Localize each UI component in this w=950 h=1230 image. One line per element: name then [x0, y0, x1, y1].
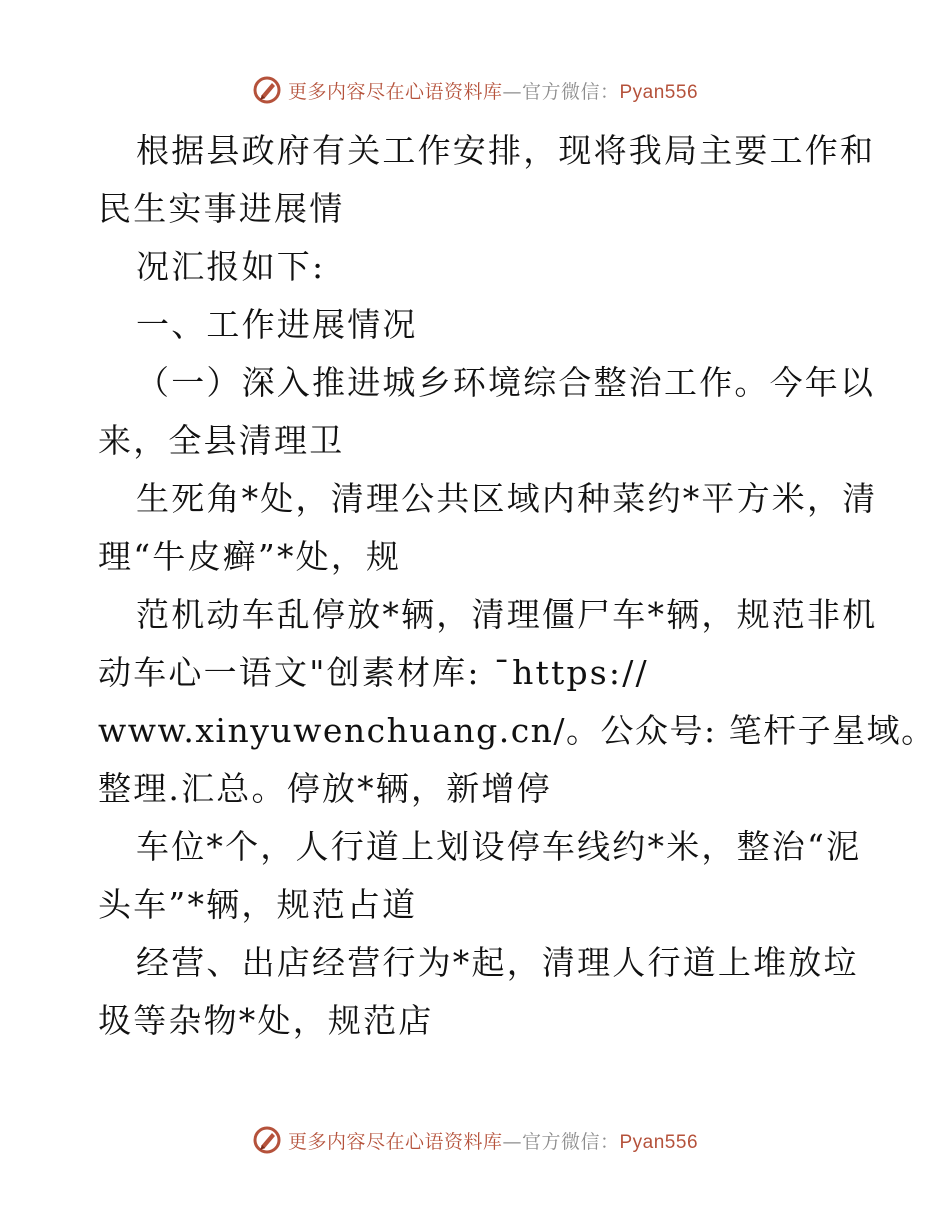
body-line: 动车心一语文"创素材库: ¯https:// — [98, 653, 649, 692]
body-line: 经营、出店经营行为*起，清理人行道上堆放垃 — [136, 943, 859, 982]
body-line: 头车”*辆，规范占道 — [98, 885, 418, 924]
body-line: 生死角*处，清理公共区域内种菜约*平方米，清 — [136, 479, 878, 518]
body-line: 民生实事进展情 — [98, 189, 345, 228]
subsection-heading: （一）深入推进城乡环境综合整治工作。今年以 — [136, 363, 876, 402]
footer-separator: — — [502, 1130, 522, 1153]
footer-watermark-text: 更多内容尽在心语资料库 — [287, 1130, 503, 1153]
header-watermark — [0, 70, 950, 110]
header-wechat-id: Pyan556 — [619, 81, 699, 103]
header-wechat-label: 官方微信： — [521, 80, 620, 103]
body-line: 整理.汇总。停放*辆，新增停 — [98, 769, 552, 808]
footer-wechat-id: Pyan556 — [619, 1131, 699, 1153]
body-line: 根据县政府有关工作安排，现将我局主要工作和 — [136, 131, 876, 170]
footer-wechat-label: 官方微信： — [521, 1130, 620, 1153]
body-line: 圾等杂物*处，规范店 — [98, 1001, 434, 1040]
body-line: 况汇报如下: — [136, 247, 326, 286]
document-body — [98, 122, 936, 1050]
body-line: 范机动车乱停放*辆，清理僵尸车*辆，规范非机 — [136, 595, 878, 634]
body-line: 车位*个，人行道上划设停车线约*米，整治“泥 — [136, 827, 862, 866]
body-line: 理“牛皮癣”*处，规 — [98, 537, 402, 576]
pen-logo-icon — [252, 75, 282, 105]
section-heading: 一、工作进展情况 — [136, 305, 418, 344]
footer-watermark — [0, 1120, 950, 1160]
body-line: 来，全县清理卫 — [98, 421, 345, 460]
header-watermark-text: 更多内容尽在心语资料库 — [287, 80, 503, 103]
header-separator: — — [502, 80, 522, 103]
body-line: www.xinyuwenchuang.cn/。公众号: 笔杆子星域。 — [98, 711, 936, 750]
pen-logo-icon — [252, 1125, 282, 1155]
